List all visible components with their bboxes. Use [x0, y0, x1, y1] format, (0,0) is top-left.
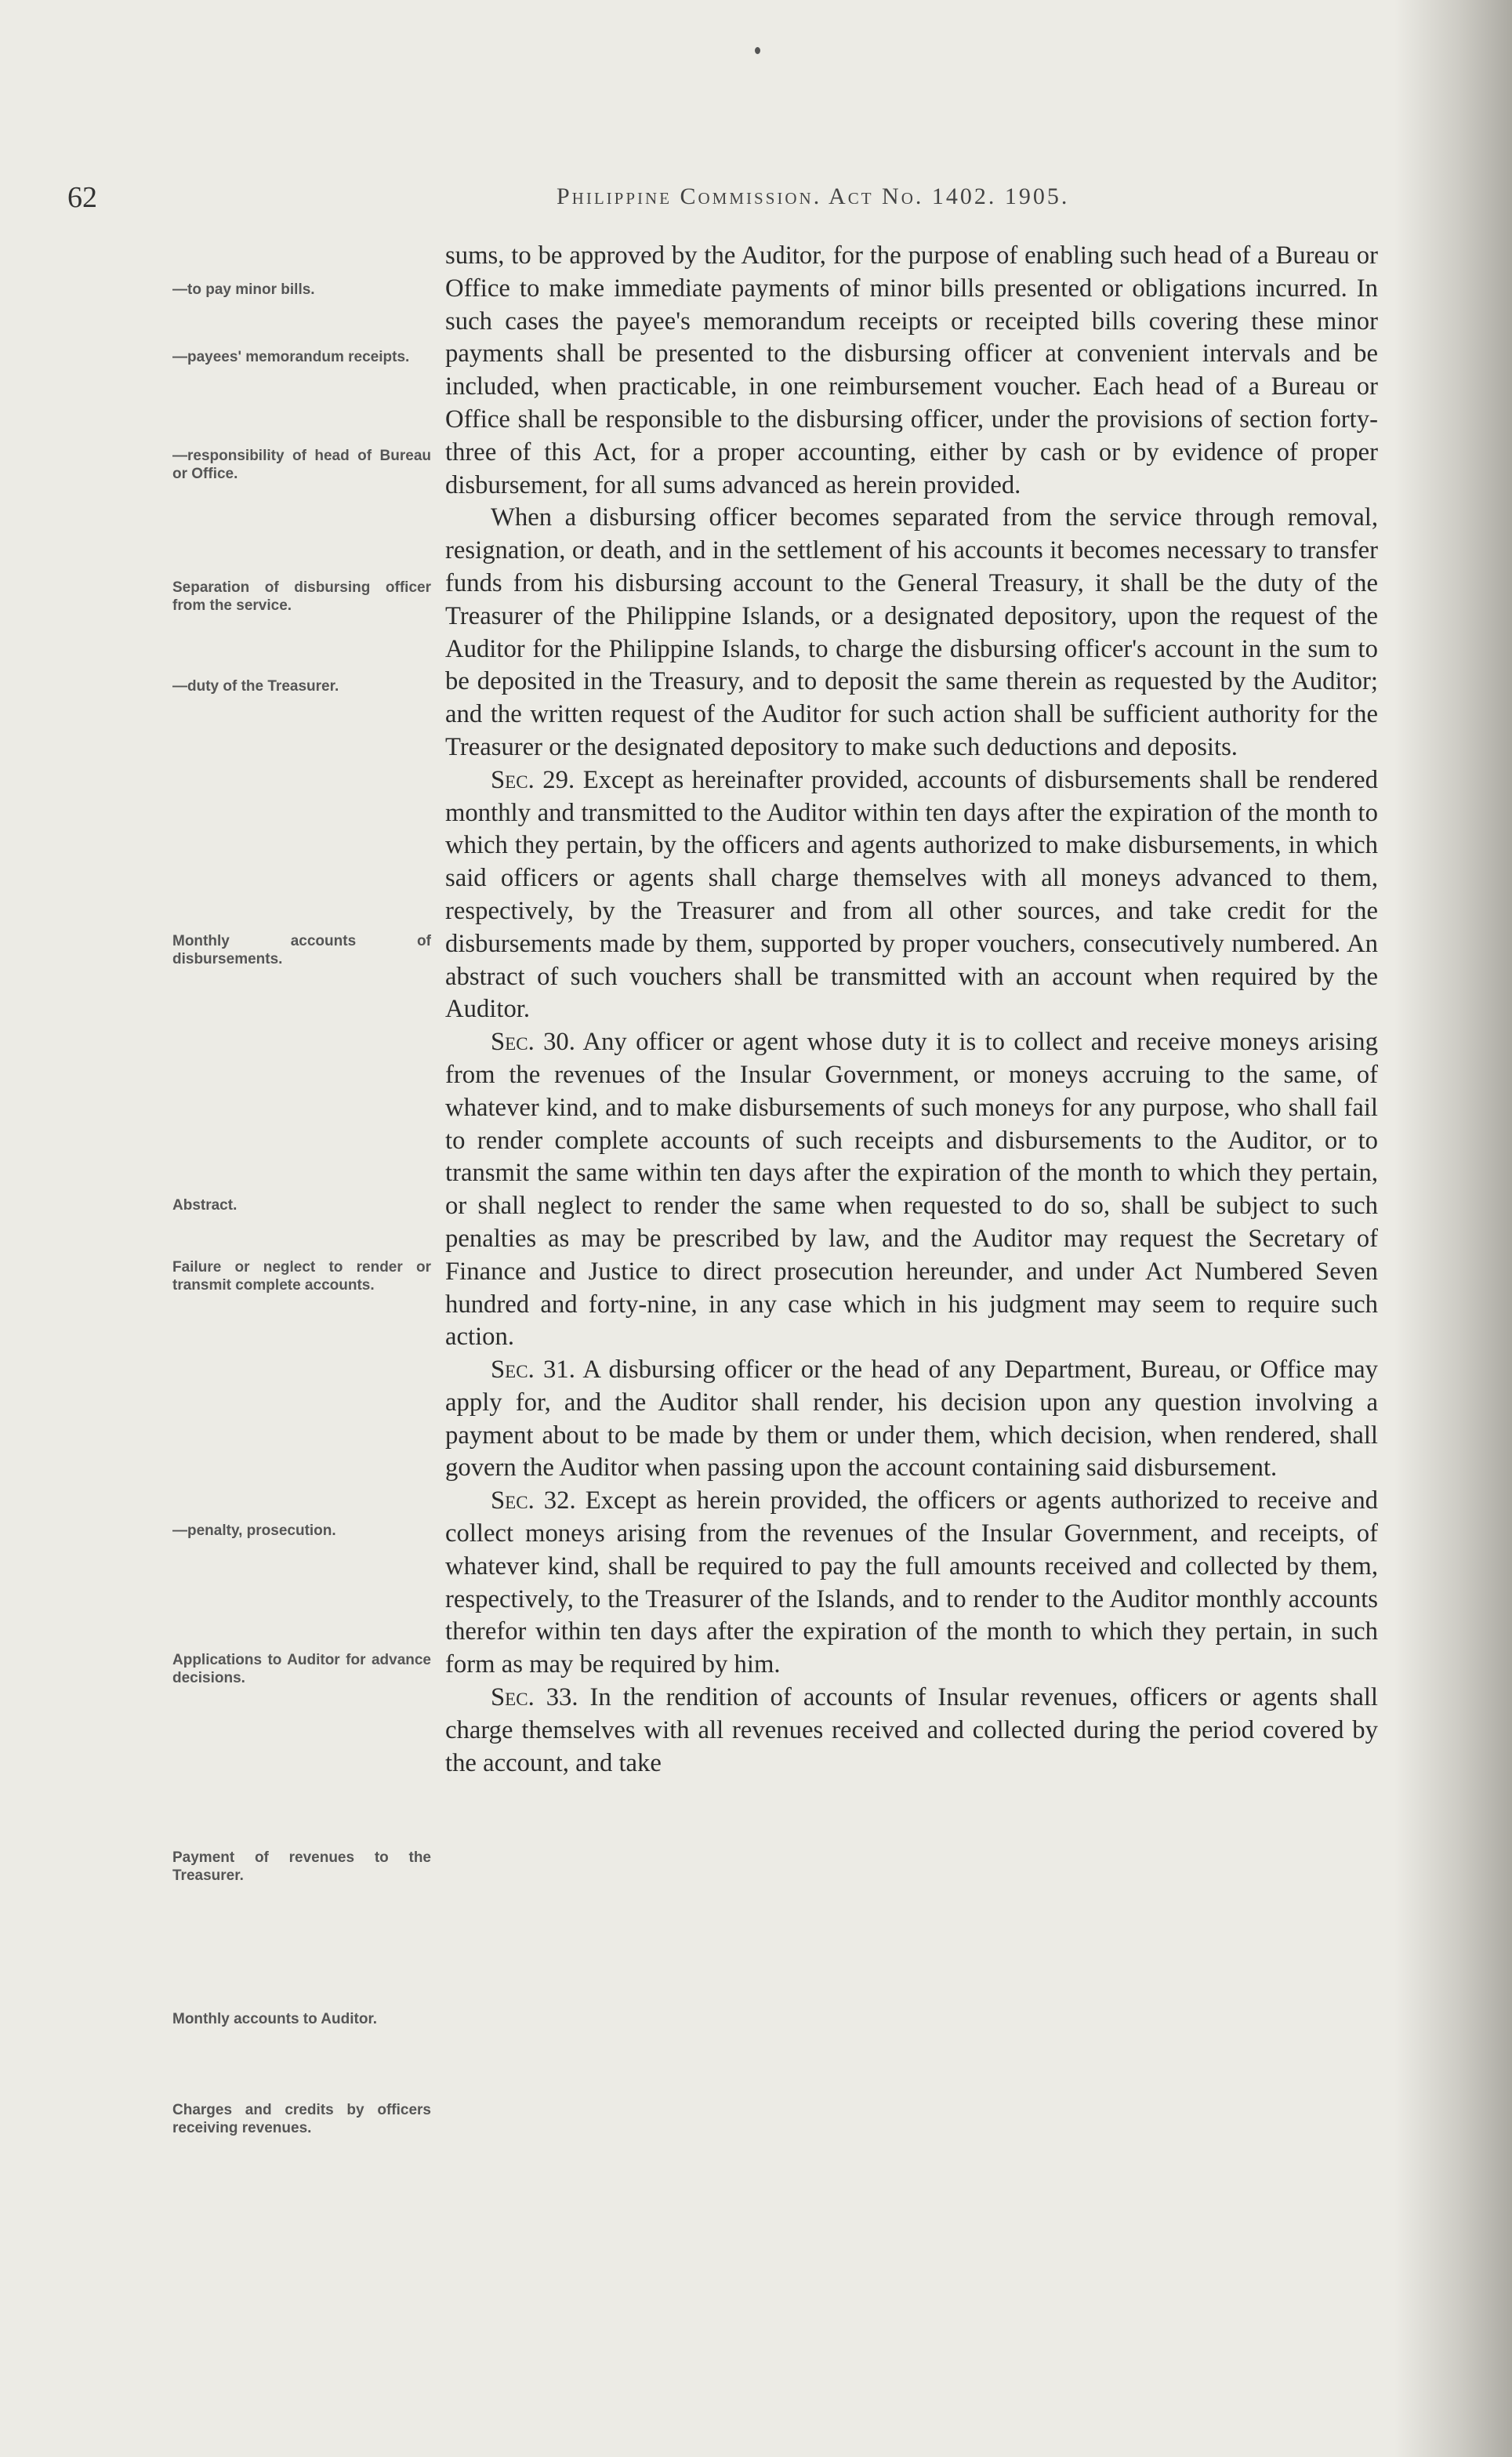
section-29-text: Except as hereinafter provided, accounts of disbursements shall be rendered monthly and transmitted to the Auditor within ten days after the expiration of the month to which they pertain, by the officers and agents authorized to make disbursements, in which said officers or agents shall charge themselves with all moneys advanced to them, respectively, by the Treasurer and from all other sources, and take credit for the disbursements made by them, supported by proper vouchers, consecutively numbered.	[445, 765, 1379, 958]
section-32-text: Except as herein provided, the officers or agents authorized to receive and collect moneys arising from the revenues of the Insular Government, and receipts, of whatever kind, shall be required to pay the full amounts received and collected by them, respectively, to the Treasurer of the Islands, and to render to the Auditor monthly accounts therefor within ten days after the expiration of the month to which they pertain, in such form as may be required by him.	[445, 1486, 1379, 1679]
body-text	[445, 240, 1378, 1780]
section-30-text: Any officer or agent whose duty it is to collect and receive moneys arising from the revenues of the Insular Government, or moneys accruing to the same, of whatever kind, and to make disbursements of such moneys for any purpose, who shall fail to render complete accounts of such receipts and disbursements to the Auditor, or to transmit the same within ten days after the expiration of the month to which they pertain, or shall neglect to render the same when requested to do so, shall be subject to such penalties as may be prescribed by law, and the Auditor may request the Secretary of Finance and Justice to direct prosecution hereunder, and under Act Numbered Seven hundred and forty-nine, in any case which in his judgment may seem to require such action.	[445, 1028, 1378, 1352]
margin-notes	[172, 0, 431, 2457]
margin-note-separation: Separation of disbursing officer from the service.	[172, 579, 431, 614]
page-edge-shadow	[1394, 0, 1512, 2457]
running-head: Philippine Commission. Act No. 1402. 1905.	[557, 183, 1070, 209]
margin-note-monthly-disbursements: Monthly accounts of disbursements.	[172, 933, 431, 967]
paragraph-continued: sums, to be approved by the Auditor, for the purpose of enabling such head of a Bureau or Office to make immediate payments of minor bills presented or obligations incurred. In such cases the payee's memorandum receipts or receipted bills covering these minor payments shall be presented to the disbursing officer at convenient intervals and be included, when practicable, in one reimbursement voucher. Each head of a Bureau or Office shall be responsible to the disbursing officer, under the provisions of section forty-three of this Act, for a proper accounting, either by cash or by evidence of proper disbursement, for all sums advanced as herein provided.	[445, 241, 1378, 499]
margin-note-charges-credits: Charges and credits by officers receiving revenues.	[172, 2102, 431, 2136]
margin-note-penalty: —penalty, prosecution.	[172, 1522, 336, 1539]
section-32-label: Sec. 32.	[491, 1486, 576, 1515]
paper-speck	[755, 47, 760, 54]
paragraph-separation: When a disbursing officer becomes separated from the service through removal, resignation, or death, and in the settlement of his accounts it becomes necessary to transfer funds from his disbursing account to the General Treasury, it shall be the duty of the Treasurer of the Philippine Islands, or a designated depository, upon the request of the Auditor for the Philippine Islands, to charge the disbursing officer's account in the sum to be deposited in the Treasury, and to deposit the same therein as requested by the Auditor; and the written request of the Auditor for such action shall be sufficient authority for the Treasurer or the designated depository to make such deductions and deposits.	[445, 503, 1378, 761]
section-33-text: In the rendition of accounts of Insular revenues, officers or agents shall charge themselves with all revenues received and collected during the period covered by the account, and take	[445, 1683, 1378, 1777]
margin-note-failure-neglect: Failure or neglect to render or transmit complete accounts.	[172, 1259, 431, 1294]
section-30-label: Sec. 30.	[491, 1028, 575, 1057]
margin-note-monthly-auditor: Monthly accounts to Auditor.	[172, 2011, 378, 2027]
margin-note-advance-decisions: Applications to Auditor for advance decisions.	[172, 1652, 431, 1686]
section-29-label: Sec. 29.	[491, 765, 575, 794]
margin-note-responsibility: —responsibility of head of Bureau or Office.	[172, 448, 431, 482]
section-31-label: Sec. 31.	[491, 1356, 575, 1385]
section-33	[445, 1682, 1378, 1780]
margin-note-abstract: Abstract.	[172, 1197, 237, 1214]
margin-note-duty-treasurer: —duty of the Treasurer.	[172, 678, 339, 695]
margin-note-payees-receipts: —payees' memorandum receipts.	[172, 349, 410, 365]
section-30	[445, 1026, 1378, 1354]
section-32	[445, 1485, 1378, 1682]
margin-note-pay-minor-bills: —to pay minor bills.	[172, 281, 315, 298]
section-29-abstract: An abstract of such vouchers shall be transmitted with an account when required by the Auditor.	[445, 929, 1378, 1024]
section-29	[445, 764, 1378, 1026]
margin-note-payment-revenues: Payment of revenues to the Treasurer.	[172, 1849, 431, 1884]
section-33-label: Sec. 33.	[491, 1683, 578, 1712]
section-31	[445, 1354, 1378, 1485]
section-31-text: A disbursing officer or the head of any Department, Bureau, or Office may apply for, and the Auditor shall render, his decision upon any question involving a payment about to be made by them or under them, which decision, when rendered, shall govern the Auditor when passing upon the account containing said disbursement.	[445, 1356, 1378, 1483]
page-number: 62	[67, 181, 97, 214]
